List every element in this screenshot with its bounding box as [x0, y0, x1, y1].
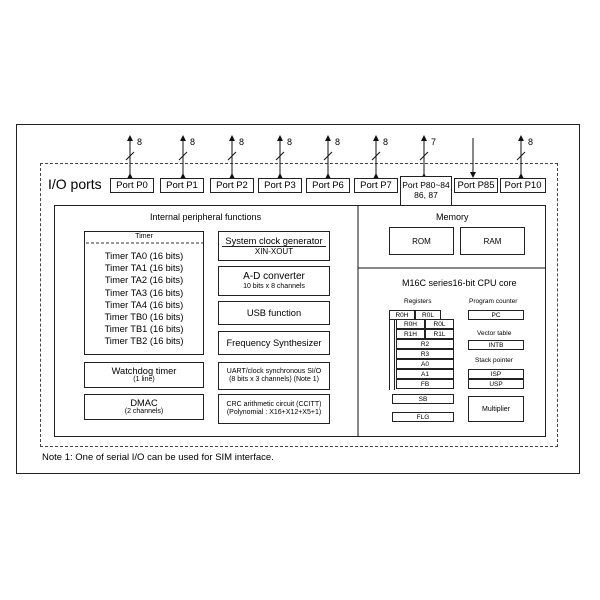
port-p3: Port P3 [258, 178, 302, 193]
reg-pc: PC [468, 310, 524, 320]
reg-r3: R3 [396, 349, 454, 359]
reg-fb: FB [396, 379, 454, 389]
clock-gen-title: System clock generator [222, 236, 325, 248]
timer-box [84, 231, 204, 355]
adc-title: A-D converter [243, 271, 305, 283]
timer-item: Timer TA2 (16 bits) [104, 275, 184, 286]
freq-synth-box: Frequency Synthesizer [218, 331, 330, 355]
vector-table-title: Vector table [477, 330, 512, 337]
reg-intb: INTB [468, 340, 524, 350]
timer-item: Timer TA3 (16 bits) [104, 287, 184, 298]
bank2-r0l: R0L [415, 310, 441, 320]
p6-bits: 8 [335, 137, 341, 147]
timer-list [85, 250, 203, 348]
reg-isp: ISP [468, 369, 524, 379]
crc-box [218, 394, 330, 424]
pc-title: Program counter [469, 298, 518, 305]
bank1-r0h: R0H [396, 319, 425, 329]
timer-title: Timer [135, 233, 153, 240]
p2-bits: 8 [239, 137, 245, 147]
ram-box: RAM [460, 227, 525, 255]
bank1-r0l: R0L [425, 319, 454, 329]
usb-box: USB function [218, 301, 330, 325]
timer-item: Timer TA0 (16 bits) [104, 251, 184, 261]
memory-title: Memory [436, 212, 469, 222]
stack-pointer-title: Stack pointer [475, 357, 513, 364]
p10-bits: 8 [528, 137, 534, 147]
watchdog-title: Watchdog timer [111, 365, 177, 376]
uart-line1: UART/clock synchronous SI/O [226, 367, 322, 375]
dmac-title: DMAC [130, 397, 158, 408]
footnote: Note 1: One of serial I/O can be used for SIM interface. [42, 452, 274, 463]
p0-bits: 8 [137, 137, 143, 147]
p7-bits: 8 [383, 137, 389, 147]
port-p1: Port P1 [160, 178, 204, 193]
watchdog-sub: (1 line) [133, 376, 155, 384]
p1-bits: 8 [190, 137, 196, 147]
port-p8 [400, 176, 452, 206]
port-p7: Port P7 [354, 178, 398, 193]
clock-gen-sub: XIN-XOUT [254, 247, 294, 257]
reg-flg: FLG [392, 412, 454, 422]
bank1-r1h: R1H [396, 329, 425, 339]
registers-title: Registers [404, 298, 432, 305]
uart-line2: (8 bits x 3 channels) (Note 1) [229, 376, 319, 383]
bank1-r1l: R1L [425, 329, 454, 339]
port-p0: Port P0 [110, 178, 154, 193]
crc-line1: CRC arithmetic circuit (CCITT) [226, 400, 322, 408]
p3-bits: 8 [287, 137, 293, 147]
reg-a1: A1 [396, 369, 454, 379]
reg-a0: A0 [396, 359, 454, 369]
port-p85: Port P85 [454, 178, 498, 193]
clock-gen-box [218, 231, 330, 261]
bank2-stack [389, 320, 395, 390]
timer-item: Timer TB1 (16 bits) [104, 324, 184, 335]
bank2-r0h: R0H [389, 310, 415, 320]
dmac-box [84, 394, 204, 420]
port-p2: Port P2 [210, 178, 254, 193]
reg-r2: R2 [396, 339, 454, 349]
uart-box [218, 362, 330, 390]
reg-usp: USP [468, 379, 524, 389]
timer-item: Timer TA1 (16 bits) [104, 263, 184, 274]
timer-item: Timer TA4 (16 bits) [104, 299, 184, 310]
rom-box: ROM [389, 227, 454, 255]
port-p8-line2: 86, 87 [414, 190, 438, 200]
port-p6: Port P6 [306, 178, 350, 193]
timer-item: Timer TB0 (16 bits) [104, 312, 184, 323]
port-p8-line1: Port P80~84 [402, 180, 450, 191]
reg-sb: SB [392, 394, 454, 404]
adc-box [218, 266, 330, 296]
port-p10: Port P10 [500, 178, 546, 193]
crc-line2: (Polynomial : X16+X12+X5+1) [226, 409, 322, 416]
dmac-sub: (2 channels) [124, 408, 164, 416]
io-ports-title: I/O ports [48, 176, 102, 192]
p8-bits: 7 [431, 137, 437, 147]
adc-sub: 10 bits x 8 channels [243, 282, 305, 290]
watchdog-box [84, 362, 204, 388]
timer-item: Timer TB2 (16 bits) [104, 336, 184, 347]
multiplier-box: Multiplier [468, 396, 524, 422]
peripherals-title: Internal peripheral functions [150, 212, 262, 222]
cpu-title: M16C series16-bit CPU core [402, 278, 517, 288]
